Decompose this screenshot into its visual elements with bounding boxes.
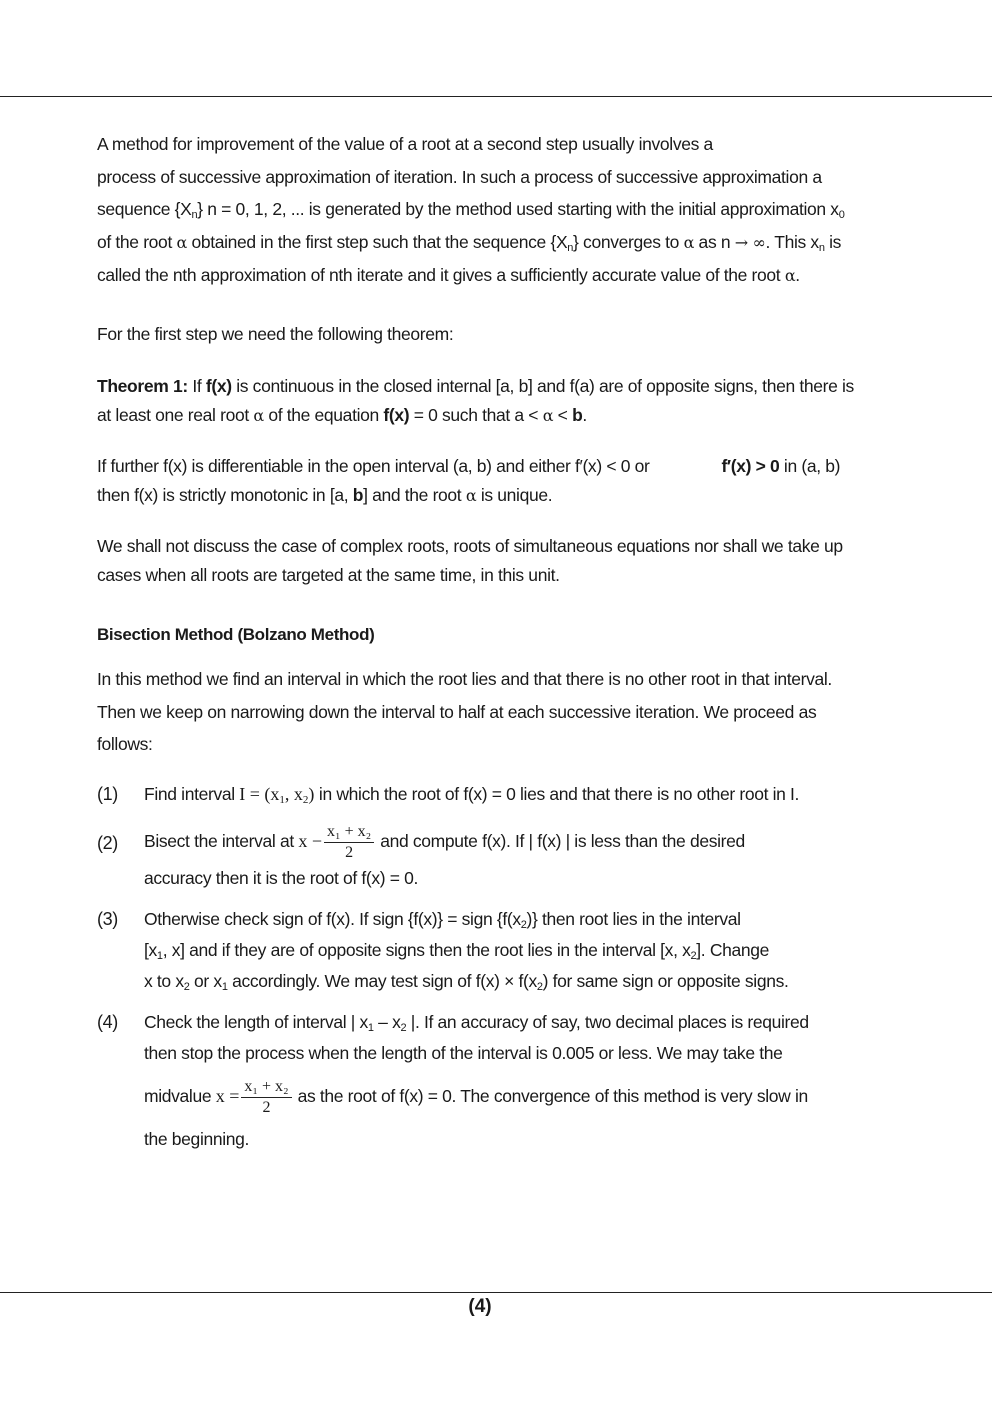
method-intro-line-3: follows: xyxy=(97,734,153,754)
method-intro-line-2: Then we keep on narrowing down the interval to half at each successive iteration. We proceed as xyxy=(97,701,817,722)
step-body: Otherwise check sign of f(x). If sign {f(x)} = sign $\{f(x_2)\}$ then root lies in the interval [$x_1$, x] and if they are of opposite signs then the root lies in the interval [x, $x_2$]. Change x to $x_2$ or $x_1$ accordingly. We may test sign of $f(x) \times f(x_2)$ for same sign or opposite signs. xyxy=(144,908,789,993)
theorem-1 xyxy=(97,372,897,430)
intro-line-5: called the nth approximation of nth iterate and it gives a sufficiently accurate value of the root α. xyxy=(97,265,800,285)
theorem-label: Theorem 1: xyxy=(97,376,188,396)
list-item xyxy=(97,822,897,894)
theorem-line-2: at least one real root α of the equation f(x) = 0 such that a < α < b. xyxy=(97,405,587,425)
header-rule xyxy=(0,96,992,97)
step-number: (4) xyxy=(97,1011,118,1032)
interval-expression: $I = (x_1$, $x_2$) xyxy=(239,783,315,806)
first-step-sentence: For the first step we need the following theorem: xyxy=(97,323,454,344)
midvalue-fraction: $\frac{\text{x₁ + x₂}}{2}$ xyxy=(241,1077,291,1118)
intro-line-4: of the root α obtained in the first step such that the sequence $\{X_n\}$ converges to α as n → ∞. This $x_n$ is xyxy=(97,231,842,254)
complex-roots-line-2: cases when all roots are targeted at the same time, in this unit. xyxy=(97,565,560,585)
method-intro-line-1: In this method we find an interval in which the root lies and that there is no other root in that interval. xyxy=(97,669,832,689)
alpha-symbol: α xyxy=(683,232,695,252)
intro-line-1: A method for improvement of the value of a root at a second step usually involves a xyxy=(97,134,713,154)
step-number: (1) xyxy=(97,783,118,804)
steps-list xyxy=(97,779,897,1155)
alpha-symbol: α xyxy=(465,486,477,505)
alpha-symbol: α xyxy=(176,232,187,252)
footer-rule xyxy=(0,1292,992,1293)
theorem-line-1: Theorem 1: If f(x) is continuous in the closed internal [a, b] and f(a) are of opposite signs, then there is xyxy=(97,376,854,396)
list-item xyxy=(97,1007,897,1155)
arrow-infinity-symbol: → ∞ xyxy=(734,232,766,252)
section-heading: Bisection Method (Bolzano Method) xyxy=(97,625,375,644)
complex-roots-line-1: We shall not discuss the case of complex roots, roots of simultaneous equations nor shall we take up xyxy=(97,536,843,556)
complex-roots-paragraph xyxy=(97,532,897,590)
alpha-symbol: α xyxy=(542,406,554,425)
list-item xyxy=(97,779,897,810)
alpha-symbol: α xyxy=(253,406,264,425)
alpha-symbol: α xyxy=(784,266,796,285)
intro-line-2: process of successive approximation of iteration. In such a process of successive approximation a xyxy=(97,166,822,187)
intro-paragraph xyxy=(97,128,897,293)
page-body xyxy=(97,128,897,1155)
page-number: (4) xyxy=(468,1296,492,1317)
monotonic-line-2: then f(x) is strictly monotonic in [a, b] and the root α is unique. xyxy=(97,485,553,505)
monotonic-paragraph xyxy=(97,452,897,510)
step-body: Bisect the interval at x − $\frac{\text{x₁ + x₂}}{2}$ and compute f(x). If | f(x) | is less than the desired accuracy then it is the root of f(x) = 0. xyxy=(144,822,745,888)
method-intro-paragraph xyxy=(97,663,897,761)
step-number: (3) xyxy=(97,908,118,929)
step-body: Find interval $I = (x_1$, $x_2$) in which the root of f(x) = 0 lies and that there is no other root in I. xyxy=(144,783,800,806)
midpoint-fraction: $\frac{\text{x₁ + x₂}}{2}$ xyxy=(324,822,374,863)
step-body: Check the length of interval | $x_1 - x_2$ |. If an accuracy of say, two decimal places is required then stop the process when the length of the interval is 0.005 or less. We may take the midvalue x = $\frac{\text{x₁ + x₂}}{2}$ as the root of f(x) = 0. The convergence of this method is very slow in the beginning. xyxy=(144,1011,809,1149)
step-number: (2) xyxy=(97,832,118,853)
monotonic-line-1: If further f(x) is differentiable in the open interval (a, b) and either f′(x) < 0 or f′(x) > 0 in (a, b) xyxy=(97,456,841,476)
list-item xyxy=(97,904,897,997)
intro-line-3: sequence $\{X_n\} n = 0$, 1, 2, ... is generated by the method used starting with the initial approximation $x_0$ xyxy=(97,199,845,221)
